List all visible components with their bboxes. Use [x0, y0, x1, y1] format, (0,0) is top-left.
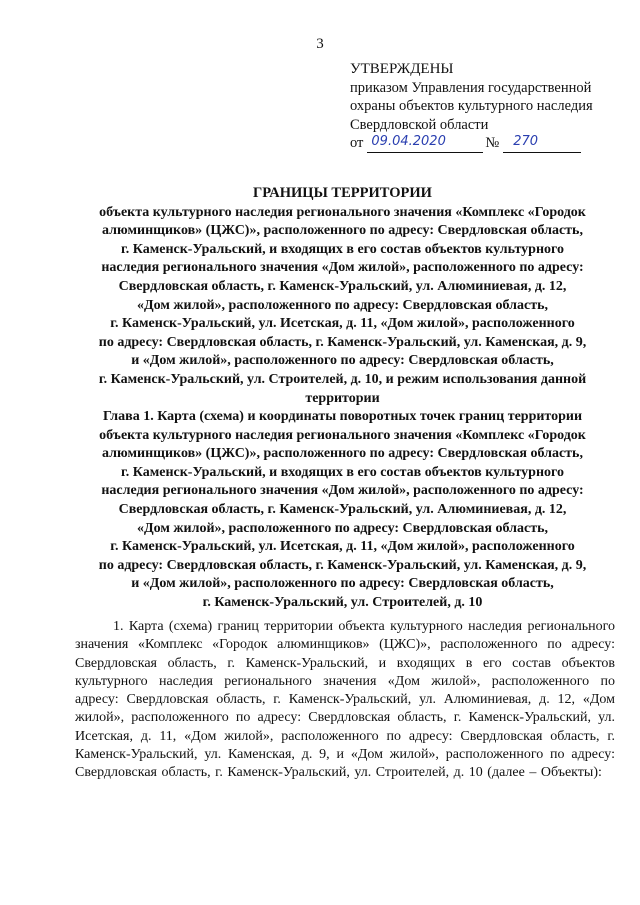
chapter-line: «Дом жилой», расположенного по адресу: Свердловская область,	[136, 520, 549, 536]
title-heading: ГРАНИЦЫ ТЕРРИТОРИИ	[253, 185, 432, 201]
title-line: г. Каменск-Уральский, ул. Строителей, д. 10, и режим использования данной	[98, 371, 587, 387]
title-line: алюминщиков» (ЦЖС)», расположенного по адресу: Свердловская область,	[102, 223, 583, 239]
approval-line: Свердловской области	[350, 116, 489, 133]
title-line: «Дом жилой», расположенного по адресу: Свердловская область,	[136, 297, 549, 313]
chapter-line: наследия регионального значения «Дом жилой», расположенного по адресу:	[101, 483, 584, 499]
chapter-line: Свердловская область, г. Каменск-Уральский, ул. Алюминиевая, д. 12,	[118, 501, 567, 517]
chapter-line: Глава 1. Карта (схема) и координаты поворотных точек границ территории	[102, 409, 583, 424]
title-line: и «Дом жилой», расположенного по адресу: Свердловская область,	[131, 353, 554, 369]
approval-line: приказом Управления государственной	[350, 79, 592, 96]
chapter-line: г. Каменск-Уральский, и входящих в его состав объектов культурного	[120, 464, 565, 480]
chapter-line: г. Каменск-Уральский, ул. Строителей, д. 10	[202, 594, 483, 610]
chapter-line: г. Каменск-Уральский, ул. Исетская, д. 11, «Дом жилой», расположенного	[110, 539, 575, 555]
document-title	[70, 184, 615, 408]
chapter-heading	[70, 408, 615, 613]
chapter-line: по адресу: Свердловская область, г. Каменск-Уральский, ул. Каменская, д. 9,	[98, 557, 587, 573]
chapter-line: алюминщиков» (ЦЖС)», расположенного по адресу: Свердловская область,	[102, 446, 583, 462]
date-blank	[367, 136, 483, 153]
approval-line: охраны объектов культурного наследия	[350, 98, 593, 114]
body-paragraph: 1. Карта (схема) границ территории объекта культурного наследия регионального значения «Комплекс «Городок алюминщиков» (ЦЖС)», расположенного по адресу: Свердловская область, г. Каменск-Уральский, и входящих в его состав объектов культурного наследия регионального значения «Дом жилой», расположенного по адресу: Свердловская область, г. Каменск-Уральский, ул. Алюминиевая, д. 12, «Дом жилой», расположенного по адресу: Свердловская область, г. Каменск-Уральский, ул. Исетская, д. 11, «Дом жилой», расположенного по адресу: Свердловская область, г. Каменск-Уральский, ул. Каменская, д. 9, и «Дом жилой», расположенного по адресу: Свердловская область, г. Каменск-Уральский, ул. Строителей, д. 10 (далее – Объекты):	[75, 619, 615, 781]
approval-date-row	[350, 134, 635, 153]
title-line: наследия регионального значения «Дом жилой», расположенного по адресу:	[101, 260, 584, 276]
title-line: г. Каменск-Уральский, и входящих в его состав объектов культурного	[120, 241, 565, 257]
title-line: г. Каменск-Уральский, ул. Исетская, д. 11, «Дом жилой», расположенного	[110, 316, 575, 332]
handwritten-number: 270	[513, 134, 539, 149]
title-line: объекта культурного наследия регионального значения «Комплекс «Городок	[99, 204, 586, 220]
number-blank	[503, 136, 581, 153]
title-line: территории	[305, 390, 380, 406]
approval-stamp	[350, 60, 635, 153]
chapter-line: и «Дом жилой», расположенного по адресу: Свердловская область,	[131, 576, 554, 592]
handwritten-date: 09.04.2020	[371, 134, 446, 149]
page-number: 3	[316, 36, 324, 52]
number-prefix: №	[485, 135, 500, 151]
date-prefix: от	[350, 135, 364, 151]
title-line: по адресу: Свердловская область, г. Каменск-Уральский, ул. Каменская, д. 9,	[98, 334, 587, 350]
chapter-line: объекта культурного наследия регионального значения «Комплекс «Городок	[99, 427, 586, 443]
title-line: Свердловская область, г. Каменск-Уральский, ул. Алюминиевая, д. 12,	[118, 278, 567, 294]
approval-heading: УТВЕРЖДЕНЫ	[350, 61, 454, 77]
